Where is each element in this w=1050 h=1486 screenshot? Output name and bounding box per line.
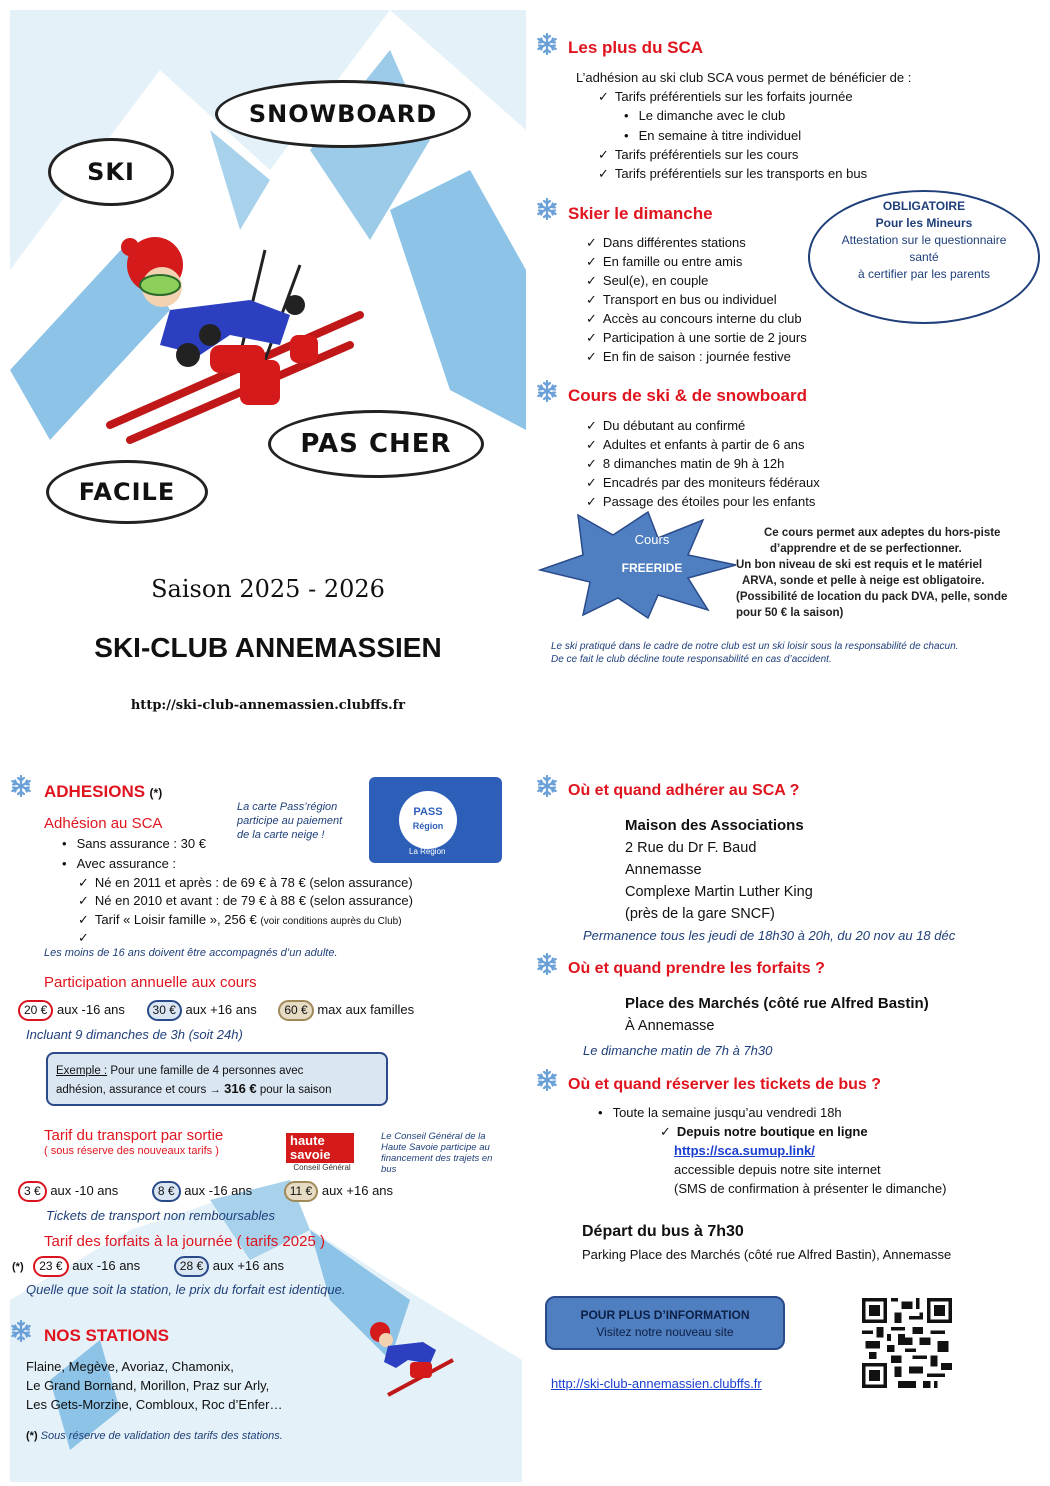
info-button[interactable]: POUR PLUS D’INFORMATION Visitez notre nouveau site (545, 1296, 785, 1350)
snowflake-icon (536, 33, 558, 55)
disclaimer: Le ski pratiqué dans le cadre de notre club est un ski loisir sous la responsabilité de chacun. De ce fait le club décline toute responsabilité en cas d’accident. (551, 641, 959, 665)
depart-place: Parking Place des Marchés (côté rue Alfred Bastin), Annemasse (582, 1247, 952, 1262)
non-remboursable-note: Tickets de transport non remboursables (46, 1208, 275, 1223)
forfait-title: Tarif des forfaits à la journée ( tarifs 2025 ) (44, 1233, 325, 1250)
snowboard-bubble: SNOWBOARD (215, 80, 471, 148)
cover-panel (10, 10, 526, 732)
forfait-prices: (*) 23 € aux -16 ans 28 € aux +16 ans (12, 1256, 284, 1277)
list-item: ✓ En fin de saison : journée festive (586, 347, 807, 366)
list-item: ✓ En famille ou entre amis (586, 252, 807, 271)
plus-subitem: • En semaine à titre individuel (624, 126, 801, 145)
pas-cher-bubble: PAS CHER (268, 410, 484, 478)
plus-subitem: • Le dimanche avec le club (624, 106, 785, 125)
forfaits-title: Où et quand prendre les forfaits ? (568, 960, 825, 977)
mandatory-oval: OBLIGATOIRE Pour les Mineurs Attestation sur le questionnaire santé à certifier par les parents (808, 190, 1040, 324)
bus-title: Où et quand réserver les tickets de bus ? (568, 1076, 881, 1093)
list-item: ✓ Transport en bus ou individuel (586, 290, 807, 309)
cours-title: Cours de ski & de snowboard (568, 386, 807, 405)
facile-bubble: FACILE (46, 460, 208, 524)
example-box: Exemple : Pour une famille de 4 personnes avec adhésion, assurance et cours → 316 € pour la saison (46, 1052, 388, 1106)
pass-card-brand: La Région (409, 847, 446, 856)
forfaits-place: Place des Marchés (côté rue Alfred Bastin) À Annemasse (625, 995, 929, 1034)
adhesion-tarif-empty (78, 928, 95, 947)
stations-note: (*) Sous réserve de validation des tarifs des stations. (26, 1430, 283, 1442)
transport-subtitle: ( sous réserve des nouveaux tarifs ) (44, 1145, 219, 1157)
plus-intro: L’adhésion au ski club SCA vous permet de bénéficier de : (576, 70, 912, 85)
cover-url[interactable]: http://ski-club-annemassien.clubffs.fr (130, 698, 406, 713)
sumup-link[interactable]: https://sca.sumup.link/ (674, 1143, 815, 1158)
adhesion-sca-title: Adhésion au SCA (44, 815, 163, 832)
snowflake-icon (10, 1320, 32, 1342)
list-item: ✓ Passage des étoiles pour les enfants (586, 492, 820, 511)
price-badge: 11 € (284, 1181, 318, 1202)
cours-list (586, 416, 820, 511)
snowflake-icon (536, 953, 558, 975)
pass-card-circle: PASS Région (399, 791, 457, 849)
snowflake-icon (10, 775, 32, 797)
price-badge: 20 € (18, 1000, 53, 1021)
adherer-address: Maison des Associations 2 Rue du Dr F. Baud Annemasse Complexe Martin Luther King (près de la gare SNCF) (625, 817, 813, 922)
plus-item: ✓ Tarifs préférentiels sur les transports en bus (598, 164, 867, 183)
list-item: ✓ Adultes et enfants à partir de 6 ans (586, 435, 820, 454)
moins-16-note: Les moins de 16 ans doivent être accompagnés d’un adulte. (44, 947, 338, 959)
transport-title: Tarif du transport par sortie (44, 1127, 224, 1144)
participation-title: Participation annuelle aux cours (44, 974, 257, 991)
permanence-note: Permanence tous les jeudi de 18h30 à 20h, du 20 nov au 18 déc (583, 928, 956, 943)
price-badge: 3 € (18, 1181, 47, 1202)
bus-where: ✓ Depuis notre boutique en ligne (660, 1122, 868, 1141)
ski-bubble: SKI (48, 138, 174, 206)
bus-when: • Toute la semaine jusqu’au vendredi 18h (598, 1103, 842, 1122)
list-item: ✓ Participation à une sortie de 2 jours (586, 328, 807, 347)
dimanche-list (586, 233, 807, 366)
freeride-label: Cours FREERIDE (621, 532, 683, 575)
adhesion-sans: • Sans assurance : 30 € (62, 834, 206, 853)
adhesion-tarif: ✓ Né en 2011 et après : de 69 € à 78 € (selon assurance) (78, 873, 413, 892)
conseil-general-note: Le Conseil Général de la Haute Savoie participe au financement des trajets en bus (381, 1131, 493, 1175)
stations-title: NOS STATIONS (44, 1326, 169, 1345)
price-badge: 8 € (152, 1181, 181, 1202)
participation-prices: 20 € aux -16 ans 30 € aux +16 ans 60 € max aux familles (18, 1000, 414, 1021)
small-skier-illustration (358, 1320, 458, 1400)
list-item: ✓ Du débutant au confirmé (586, 416, 820, 435)
qr-code[interactable] (862, 1298, 952, 1388)
season-title: Saison 2025 - 2026 (151, 575, 385, 603)
transport-prices: 3 € aux -10 ans 8 € aux -16 ans 11 € aux +16 ans (18, 1181, 393, 1202)
snowflake-icon (536, 380, 558, 402)
price-badge: 60 € (278, 1000, 313, 1021)
pass-region-card (369, 777, 502, 863)
list-item: ✓ Accès au concours interne du club (586, 309, 807, 328)
list-item: ✓ Encadrés par des moniteurs fédéraux (586, 473, 820, 492)
depart-title: Départ du bus à 7h30 (582, 1223, 744, 1240)
plus-item: ✓ Tarifs préférentiels sur les forfaits journée (598, 87, 853, 106)
bus-sms: (SMS de confirmation à présenter le dimanche) (674, 1181, 947, 1196)
plus-item: ✓ Tarifs préférentiels sur les cours (598, 145, 798, 164)
pass-region-note: La carte Pass’région participe au paiement de la carte neige ! (237, 801, 343, 841)
bus-access: accessible depuis notre site internet (674, 1162, 881, 1177)
stations-list: Flaine, Megève, Avoriaz, Chamonix, Le Grand Bornand, Morillon, Praz sur Arly, Les Gets-Morzine, Combloux, Roc d’Enfer… (26, 1359, 283, 1412)
forfait-note: Quelle que soit la station, le prix du forfait est identique. (26, 1282, 346, 1297)
dimanche-title: Skier le dimanche (568, 204, 713, 223)
incluant-note: Incluant 9 dimanches de 3h (soit 24h) (26, 1027, 243, 1042)
price-badge: 30 € (147, 1000, 182, 1021)
snowflake-icon (536, 198, 558, 220)
snowflake-icon (536, 775, 558, 797)
adherer-title: Où et quand adhérer au SCA ? (568, 782, 800, 799)
plus-title: Les plus du SCA (568, 38, 704, 57)
list-item: ✓ Dans différentes stations (586, 233, 807, 252)
price-badge: 23 € (33, 1256, 68, 1277)
adhesion-avec: • Avec assurance : (62, 854, 176, 873)
freeride-description: Ce cours permet aux adeptes du hors-piste d’apprendre et de se perfectionner. Un bon niveau de ski est requis et le matériel ARVA, sonde et pelle à neige est obligatoire. (Possibilité de location du pack DVA, pelle, sonde pour 50 € la saison) (736, 527, 1008, 619)
snowflake-icon (536, 1069, 558, 1091)
adhesion-tarif: ✓ Tarif « Loisir famille », 256 € (voir conditions auprès du Club) (78, 910, 402, 931)
club-name: SKI-CLUB ANNEMASSIEN (94, 632, 442, 663)
list-item: ✓ Seul(e), en couple (586, 271, 807, 290)
info-url[interactable]: http://ski-club-annemassien.clubffs.fr (551, 1376, 762, 1391)
price-badge: 28 € (174, 1256, 209, 1277)
haute-savoie-logo: haute savoie Conseil Général (282, 1133, 362, 1175)
forfaits-note: Le dimanche matin de 7h à 7h30 (583, 1043, 773, 1058)
adhesion-tarif: ✓ Né en 2010 et avant : de 79 € à 88 € (selon assurance) (78, 891, 413, 910)
list-item: ✓ 8 dimanches matin de 9h à 12h (586, 454, 820, 473)
adhesions-title: ADHESIONS (*) (44, 782, 163, 801)
